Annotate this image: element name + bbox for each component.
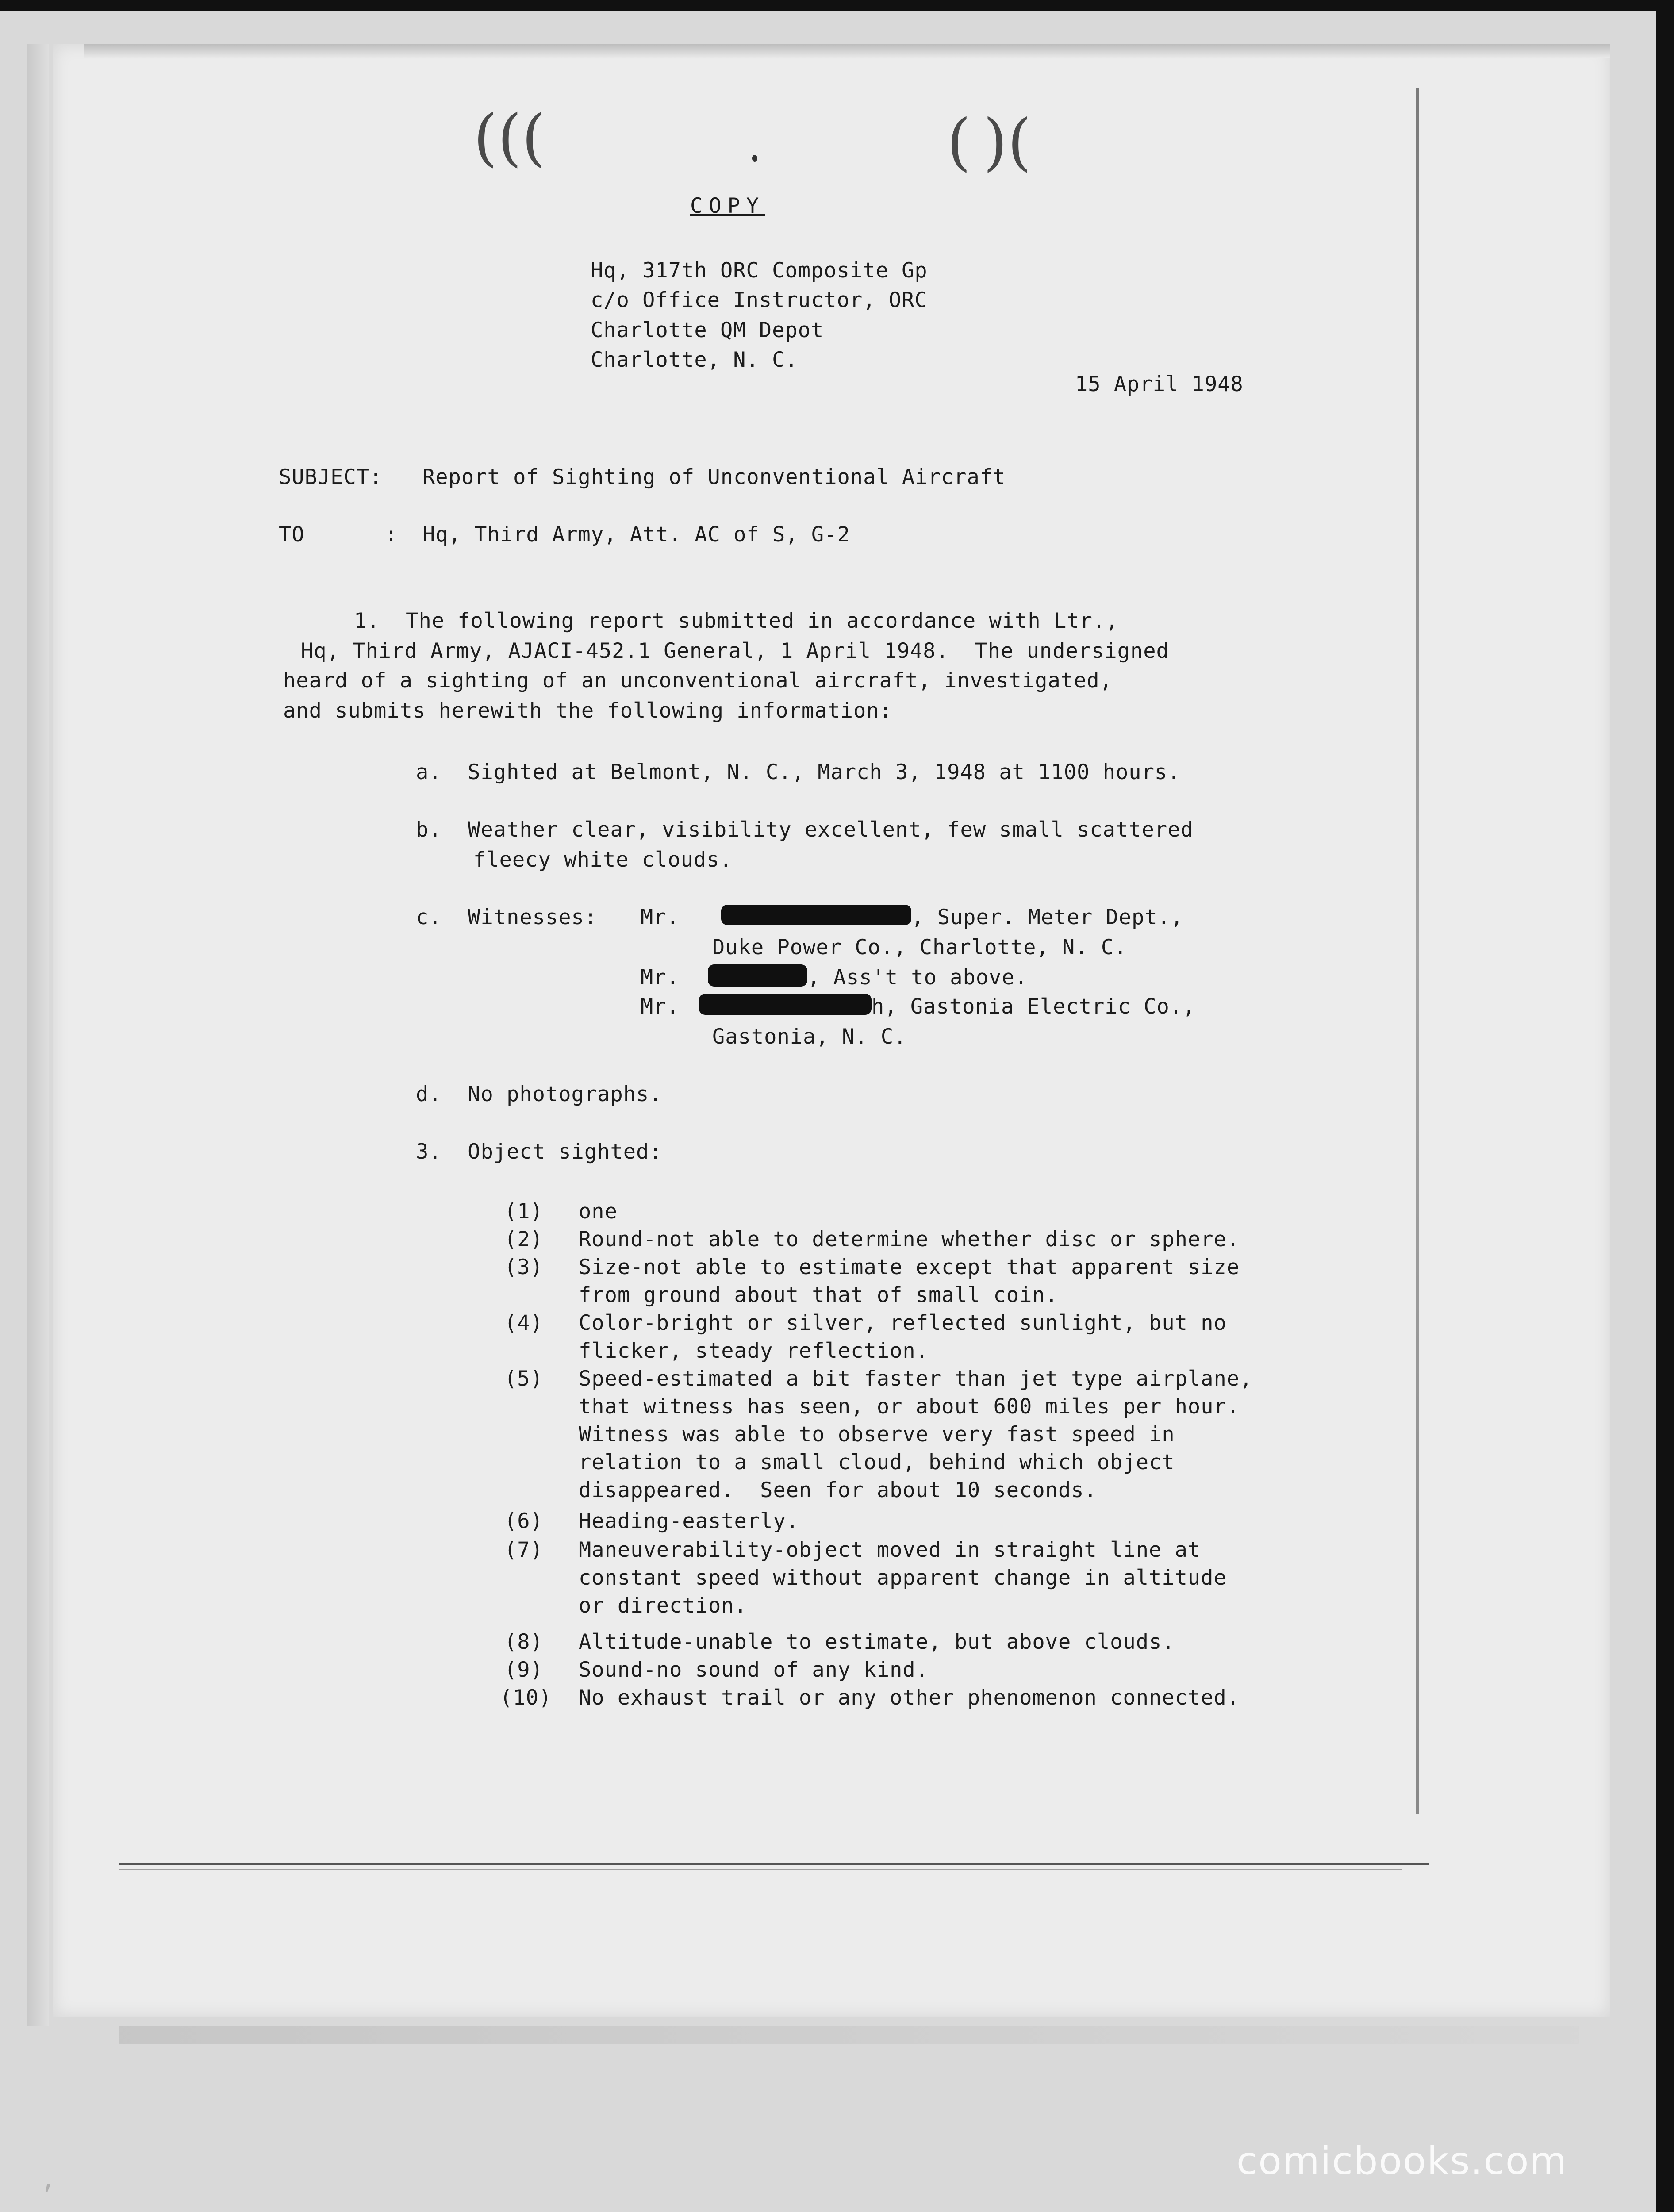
list-item-3-line-2: from ground about that of small coin. — [579, 1283, 1058, 1307]
ink-dot — [752, 155, 757, 162]
page-top-edge — [84, 44, 1610, 58]
witness-1-suffix: , Super. Meter Dept., — [911, 905, 1184, 929]
item-d: d. No photographs. — [416, 1082, 662, 1106]
witness-3-prefix: Mr. — [641, 995, 680, 1019]
para1-line-3: heard of a sighting of an unconventional aircraft, investigated, — [283, 668, 1113, 693]
underlying-page-edge — [119, 2026, 1579, 2044]
para1-line-4: and submits herewith the following information: — [283, 699, 892, 723]
to-text: Hq, Third Army, Att. AC of S, G-2 — [422, 522, 850, 547]
list-item-9-num: (9) — [504, 1658, 543, 1682]
list-item-1-num: (1) — [504, 1199, 543, 1224]
letterhead-line-4: Charlotte, N. C. — [591, 348, 798, 372]
letter-date: 15 April 1948 — [1075, 372, 1244, 396]
list-item-2-num: (2) — [504, 1227, 543, 1252]
list-item-9-line-1: Sound-no sound of any kind. — [579, 1658, 929, 1682]
redaction-bar-2 — [708, 964, 807, 987]
item-3-heading: 3. Object sighted: — [416, 1140, 662, 1164]
page-fold-line — [1416, 88, 1419, 1814]
list-item-5-line-2: that witness has seen, or about 600 miles per hour. — [579, 1394, 1240, 1419]
page-bottom-rule — [119, 1863, 1429, 1865]
list-item-4-line-1: Color-bright or silver, reflected sunlight, but no — [579, 1311, 1227, 1335]
letterhead-line-1: Hq, 317th ORC Composite Gp — [591, 258, 928, 283]
list-item-7-line-2: constant speed without apparent change in altitude — [579, 1566, 1227, 1590]
page-bottom-rule-faint — [119, 1869, 1402, 1870]
classification-stamp-mark-right: ( )( — [947, 106, 1032, 178]
witness-2-suffix: , Ass't to above. — [807, 965, 1028, 990]
to-label: TO — [279, 522, 305, 547]
list-item-1-line-1: one — [579, 1199, 618, 1224]
list-item-10-num: (10) — [500, 1686, 552, 1710]
list-item-4-num: (4) — [504, 1311, 543, 1335]
list-item-2-line-1: Round-not able to determine whether disc or sphere. — [579, 1227, 1240, 1252]
redaction-bar-1 — [721, 905, 911, 925]
para1-line-2: Hq, Third Army, AJACI-452.1 General, 1 April 1948. The undersigned — [301, 639, 1169, 663]
letterhead-line-2: c/o Office Instructor, ORC — [591, 288, 928, 312]
witness-3-line-2: Gastonia, N. C. — [712, 1025, 907, 1049]
list-item-5-line-5: disappeared. Seen for about 10 seconds. — [579, 1478, 1097, 1502]
copy-label: COPY — [690, 194, 765, 218]
list-item-5-line-3: Witness was able to observe very fast speed in — [579, 1422, 1175, 1447]
subject-text: Report of Sighting of Unconventional Aircraft — [422, 465, 1006, 489]
witness-2-prefix: Mr. — [641, 965, 680, 990]
list-item-8-line-1: Altitude-unable to estimate, but above clouds. — [579, 1630, 1175, 1654]
subject-label: SUBJECT: — [279, 465, 383, 489]
scan-border-right — [1656, 0, 1674, 2212]
list-item-6-num: (6) — [504, 1509, 543, 1533]
list-item-5-num: (5) — [504, 1367, 543, 1391]
faint-scan-mark: ⸴ — [44, 2163, 53, 2200]
list-item-3-num: (3) — [504, 1255, 543, 1279]
classification-stamp-mark-left: ((( — [473, 102, 546, 174]
list-item-5-line-1: Speed-estimated a bit faster than jet type airplane, — [579, 1367, 1253, 1391]
scan-border-top — [0, 0, 1674, 11]
witness-3-suffix: h, Gastonia Electric Co., — [872, 995, 1196, 1019]
item-a: a. Sighted at Belmont, N. C., March 3, 1948 at 1100 hours. — [416, 760, 1181, 784]
list-item-7-num: (7) — [504, 1538, 543, 1562]
letterhead-line-3: Charlotte QM Depot — [591, 318, 824, 342]
witness-1-line-2: Duke Power Co., Charlotte, N. C. — [712, 935, 1127, 960]
item-b-line-2: fleecy white clouds. — [473, 848, 733, 872]
list-item-8-num: (8) — [504, 1630, 543, 1654]
page-shadow — [27, 44, 49, 2026]
list-item-4-line-2: flicker, steady reflection. — [579, 1339, 929, 1363]
list-item-10-line-1: No exhaust trail or any other phenomenon connected. — [579, 1686, 1240, 1710]
list-item-6-line-1: Heading-easterly. — [579, 1509, 799, 1533]
list-item-7-line-3: or direction. — [579, 1594, 747, 1618]
redaction-bar-3 — [699, 994, 872, 1015]
item-b-line-1: b. Weather clear, visibility excellent, few small scattered — [416, 818, 1194, 842]
list-item-3-line-1: Size-not able to estimate except that apparent size — [579, 1255, 1240, 1279]
list-item-7-line-1: Maneuverability-object moved in straight line at — [579, 1538, 1201, 1562]
watermark-text: comicbooks.com — [1236, 2139, 1568, 2183]
list-item-5-line-4: relation to a small cloud, behind which object — [579, 1450, 1175, 1475]
item-c-label: c. Witnesses: — [416, 905, 598, 929]
para1-line-1: 1. The following report submitted in accordance with Ltr., — [354, 609, 1119, 633]
to-colon: : — [385, 522, 398, 547]
witness-1-prefix: Mr. — [641, 905, 680, 929]
